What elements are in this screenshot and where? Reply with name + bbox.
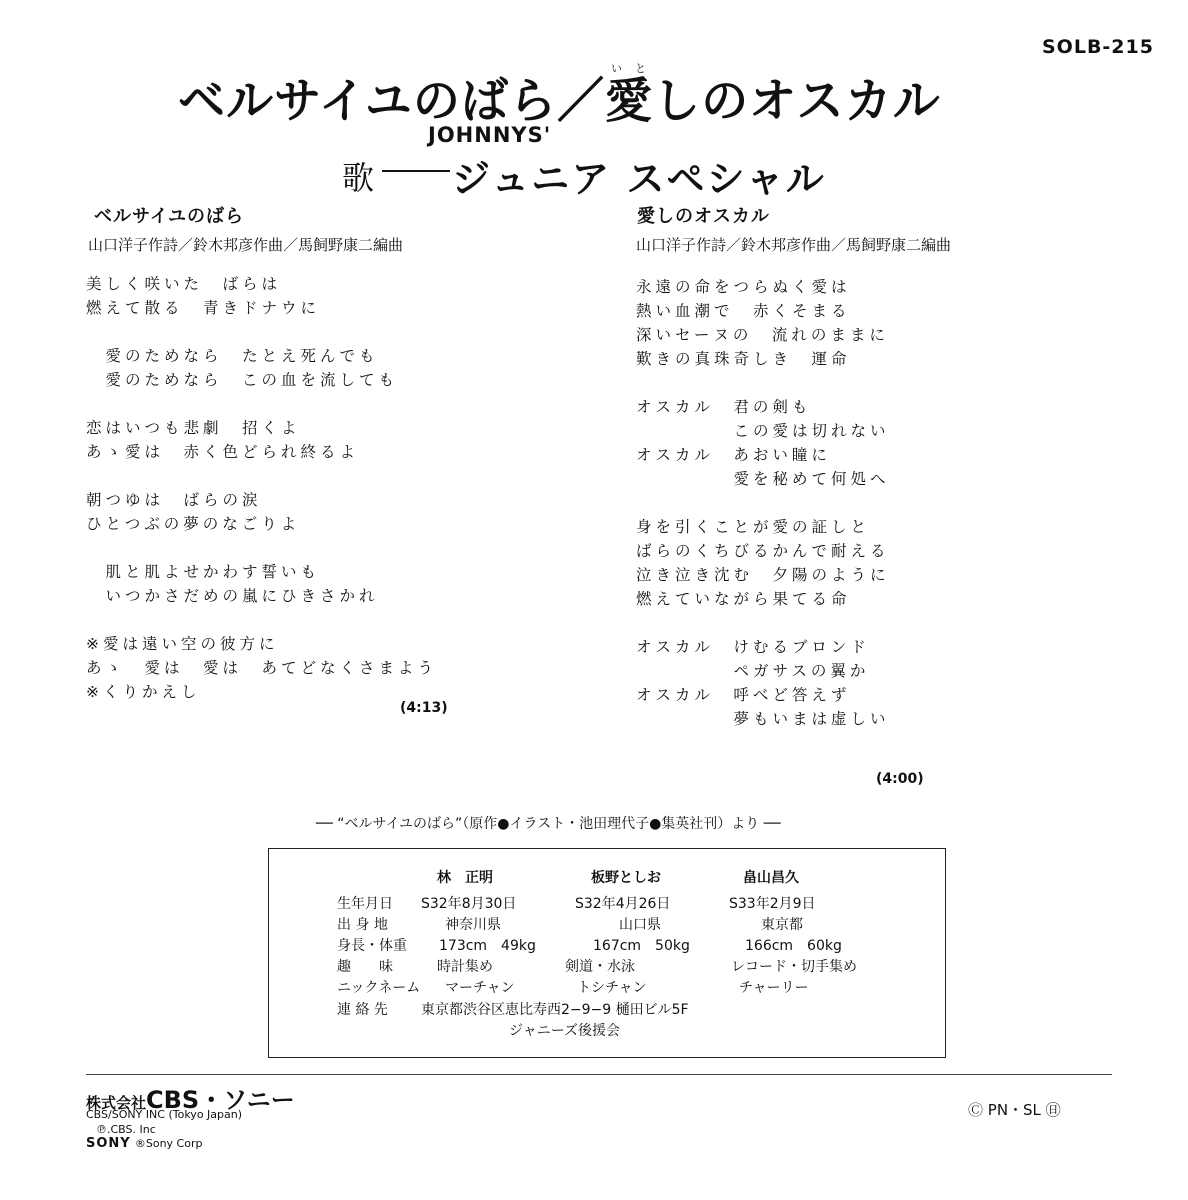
song2-title: 愛しのオスカル	[637, 206, 770, 227]
lyric-line: あゝ 愛は 愛は あてどなくさまよう	[86, 659, 438, 677]
row-hometown-label: 出 身 地	[337, 917, 388, 933]
row-height-weight-3: 166cm 60kg	[745, 938, 842, 954]
label-sony	[86, 1136, 202, 1151]
catalog-number: SOLB-215	[1042, 36, 1154, 58]
member-2-name: 板野としお	[591, 870, 661, 886]
profile-box	[268, 848, 946, 1058]
lyric-line: 愛のためなら たとえ死んでも	[86, 347, 379, 365]
group-label: JOHNNYS'	[428, 123, 552, 147]
sony-logo: SONY	[86, 1136, 131, 1151]
song2-lyrics	[636, 275, 890, 731]
contact-org: ジャニーズ後援会	[509, 1023, 621, 1039]
lyric-line: 深いセーヌの 流れのままに	[636, 326, 889, 344]
lyric-line: オスカル 呼べど答えず	[636, 686, 851, 704]
title-part1: ベルサイユのばら／	[178, 73, 606, 129]
row-birthdate-label: 生年月日	[337, 896, 393, 912]
lyric-line: 身を引くことが愛の証しと	[636, 518, 871, 536]
lyric-line: オスカル けむるブロンド	[636, 638, 870, 656]
row-birthdate-3: S33年2月9日	[729, 896, 816, 912]
song1-lyric-lines	[86, 272, 437, 704]
lyric-line: ひとつぶの夢のなごりよ	[86, 515, 301, 533]
artist-name: ジュニア スペシャル	[452, 157, 826, 201]
lyric-line	[636, 611, 890, 635]
footer-rule	[86, 1074, 1112, 1075]
lyric-line	[636, 371, 890, 395]
label-company-prefix: 株式会社	[86, 1094, 147, 1112]
lyric-line: 愛のためなら この血を流しても	[86, 371, 399, 389]
lyric-line: いつかさだめの嵐にひきさかれ	[86, 587, 379, 605]
row-hometown-1: 神奈川県	[445, 917, 501, 933]
lyric-line: ※くりかえし	[86, 683, 201, 701]
row-height-weight-label: 身長・体重	[337, 938, 407, 954]
lyric-line: ※愛は遠い空の彼方に	[86, 635, 279, 653]
lyric-line: 熱い血潮で 赤くそまる	[636, 302, 851, 320]
title-kanji: 愛	[605, 73, 654, 129]
lyric-line: 燃えていながら果てる命	[636, 590, 851, 608]
song1-credits: 山口洋子作詩／鈴木邦彦作曲／馬飼野康二編曲	[88, 236, 404, 254]
lyric-line: ペガサスの翼か	[636, 662, 870, 680]
contact-label: 連 絡 先	[337, 1002, 388, 1018]
label-company-en: CBS/SONY INC (Tokyo Japan)	[86, 1108, 243, 1121]
contact-address: 東京都渋谷区恵比寿西2−9−9 樋田ビル5F	[421, 1002, 689, 1018]
row-hometown-3: 東京都	[761, 917, 803, 933]
label-company-name: CBS・ソニー	[146, 1086, 295, 1114]
member-1-name: 林 正明	[437, 870, 493, 886]
song2-credits: 山口洋子作詩／鈴木邦彦作曲／馬飼野康二編曲	[636, 236, 952, 254]
lyric-line: 恋はいつも悲劇 招くよ	[86, 419, 301, 437]
lyric-line: あゝ愛は 赤く色どられ終るよ	[86, 443, 360, 461]
row-height-weight-1: 173cm 49kg	[439, 938, 536, 954]
rights-mark: Ⓒ PN・SL ㊐	[968, 1101, 1061, 1119]
lyric-line: 歎きの真珠奇しき 運命	[636, 350, 851, 368]
lyric-line: 愛を秘めて何処へ	[636, 470, 890, 488]
source-note: ── “ベルサイユのばら”（原作●イラスト・池田理代子●集英社刊）より ──	[316, 816, 781, 832]
row-height-weight-2: 167cm 50kg	[593, 938, 690, 954]
record-title	[178, 62, 941, 131]
row-birthdate-1: S32年8月30日	[421, 896, 517, 912]
lyric-line	[636, 491, 890, 515]
title-part2: しのオスカル	[653, 73, 941, 129]
row-hometown-2: 山口県	[619, 917, 661, 933]
lyric-line	[86, 320, 437, 344]
lyric-line: 朝つゆは ばらの涙	[86, 491, 262, 509]
lyric-line: 夢もいまは虚しい	[636, 710, 890, 728]
title-ruby: いと	[605, 62, 654, 75]
row-nickname-1: マーチャン	[445, 980, 515, 996]
song1-lyrics	[86, 272, 437, 704]
lyric-line: 燃えて散る 青きドナウに	[86, 299, 321, 317]
lyric-line: この愛は切れない	[636, 422, 890, 440]
song2-duration: (4:00)	[876, 771, 924, 787]
row-nickname-label: ニックネーム	[337, 980, 421, 996]
lyric-line: オスカル 君の剣も	[636, 398, 812, 416]
row-hobby-2: 剣道・水泳	[565, 959, 635, 975]
lyric-line: 泣き泣き沈む 夕陽のように	[636, 566, 890, 584]
lyric-line: ばらのくちびるかんで耐える	[636, 542, 890, 560]
title-kanji-ruby	[605, 62, 654, 129]
lyric-line: 肌と肌よせかわす誓いも	[86, 563, 321, 581]
row-hobby-1: 時計集め	[437, 959, 493, 975]
row-nickname-2: トシチャン	[577, 980, 647, 996]
row-nickname-3: チャーリー	[739, 980, 809, 996]
lyric-line	[86, 464, 437, 488]
song1-title: ベルサイユのばら	[94, 206, 245, 227]
row-birthdate-2: S32年4月26日	[575, 896, 671, 912]
sony-corp: ®Sony Corp	[134, 1137, 203, 1150]
lyric-line	[86, 608, 437, 632]
artist-prefix: 歌	[342, 159, 375, 197]
lyric-line	[86, 392, 437, 416]
song2-lyric-lines	[636, 275, 890, 731]
artist-dash	[382, 170, 450, 172]
song1-duration: (4:13)	[400, 700, 448, 716]
row-hobby-label: 趣 味	[337, 959, 393, 975]
lyric-line: 美しく咲いた ばらは	[86, 275, 282, 293]
member-3-name: 畠山昌久	[743, 870, 799, 886]
label-p-line: ℗.CBS. Inc	[96, 1123, 156, 1136]
lyric-line	[86, 536, 437, 560]
lyric-line: 永遠の命をつらぬく愛は	[636, 278, 851, 296]
lyric-line: オスカル あおい瞳に	[636, 446, 831, 464]
row-hobby-3: レコード・切手集め	[731, 959, 857, 975]
